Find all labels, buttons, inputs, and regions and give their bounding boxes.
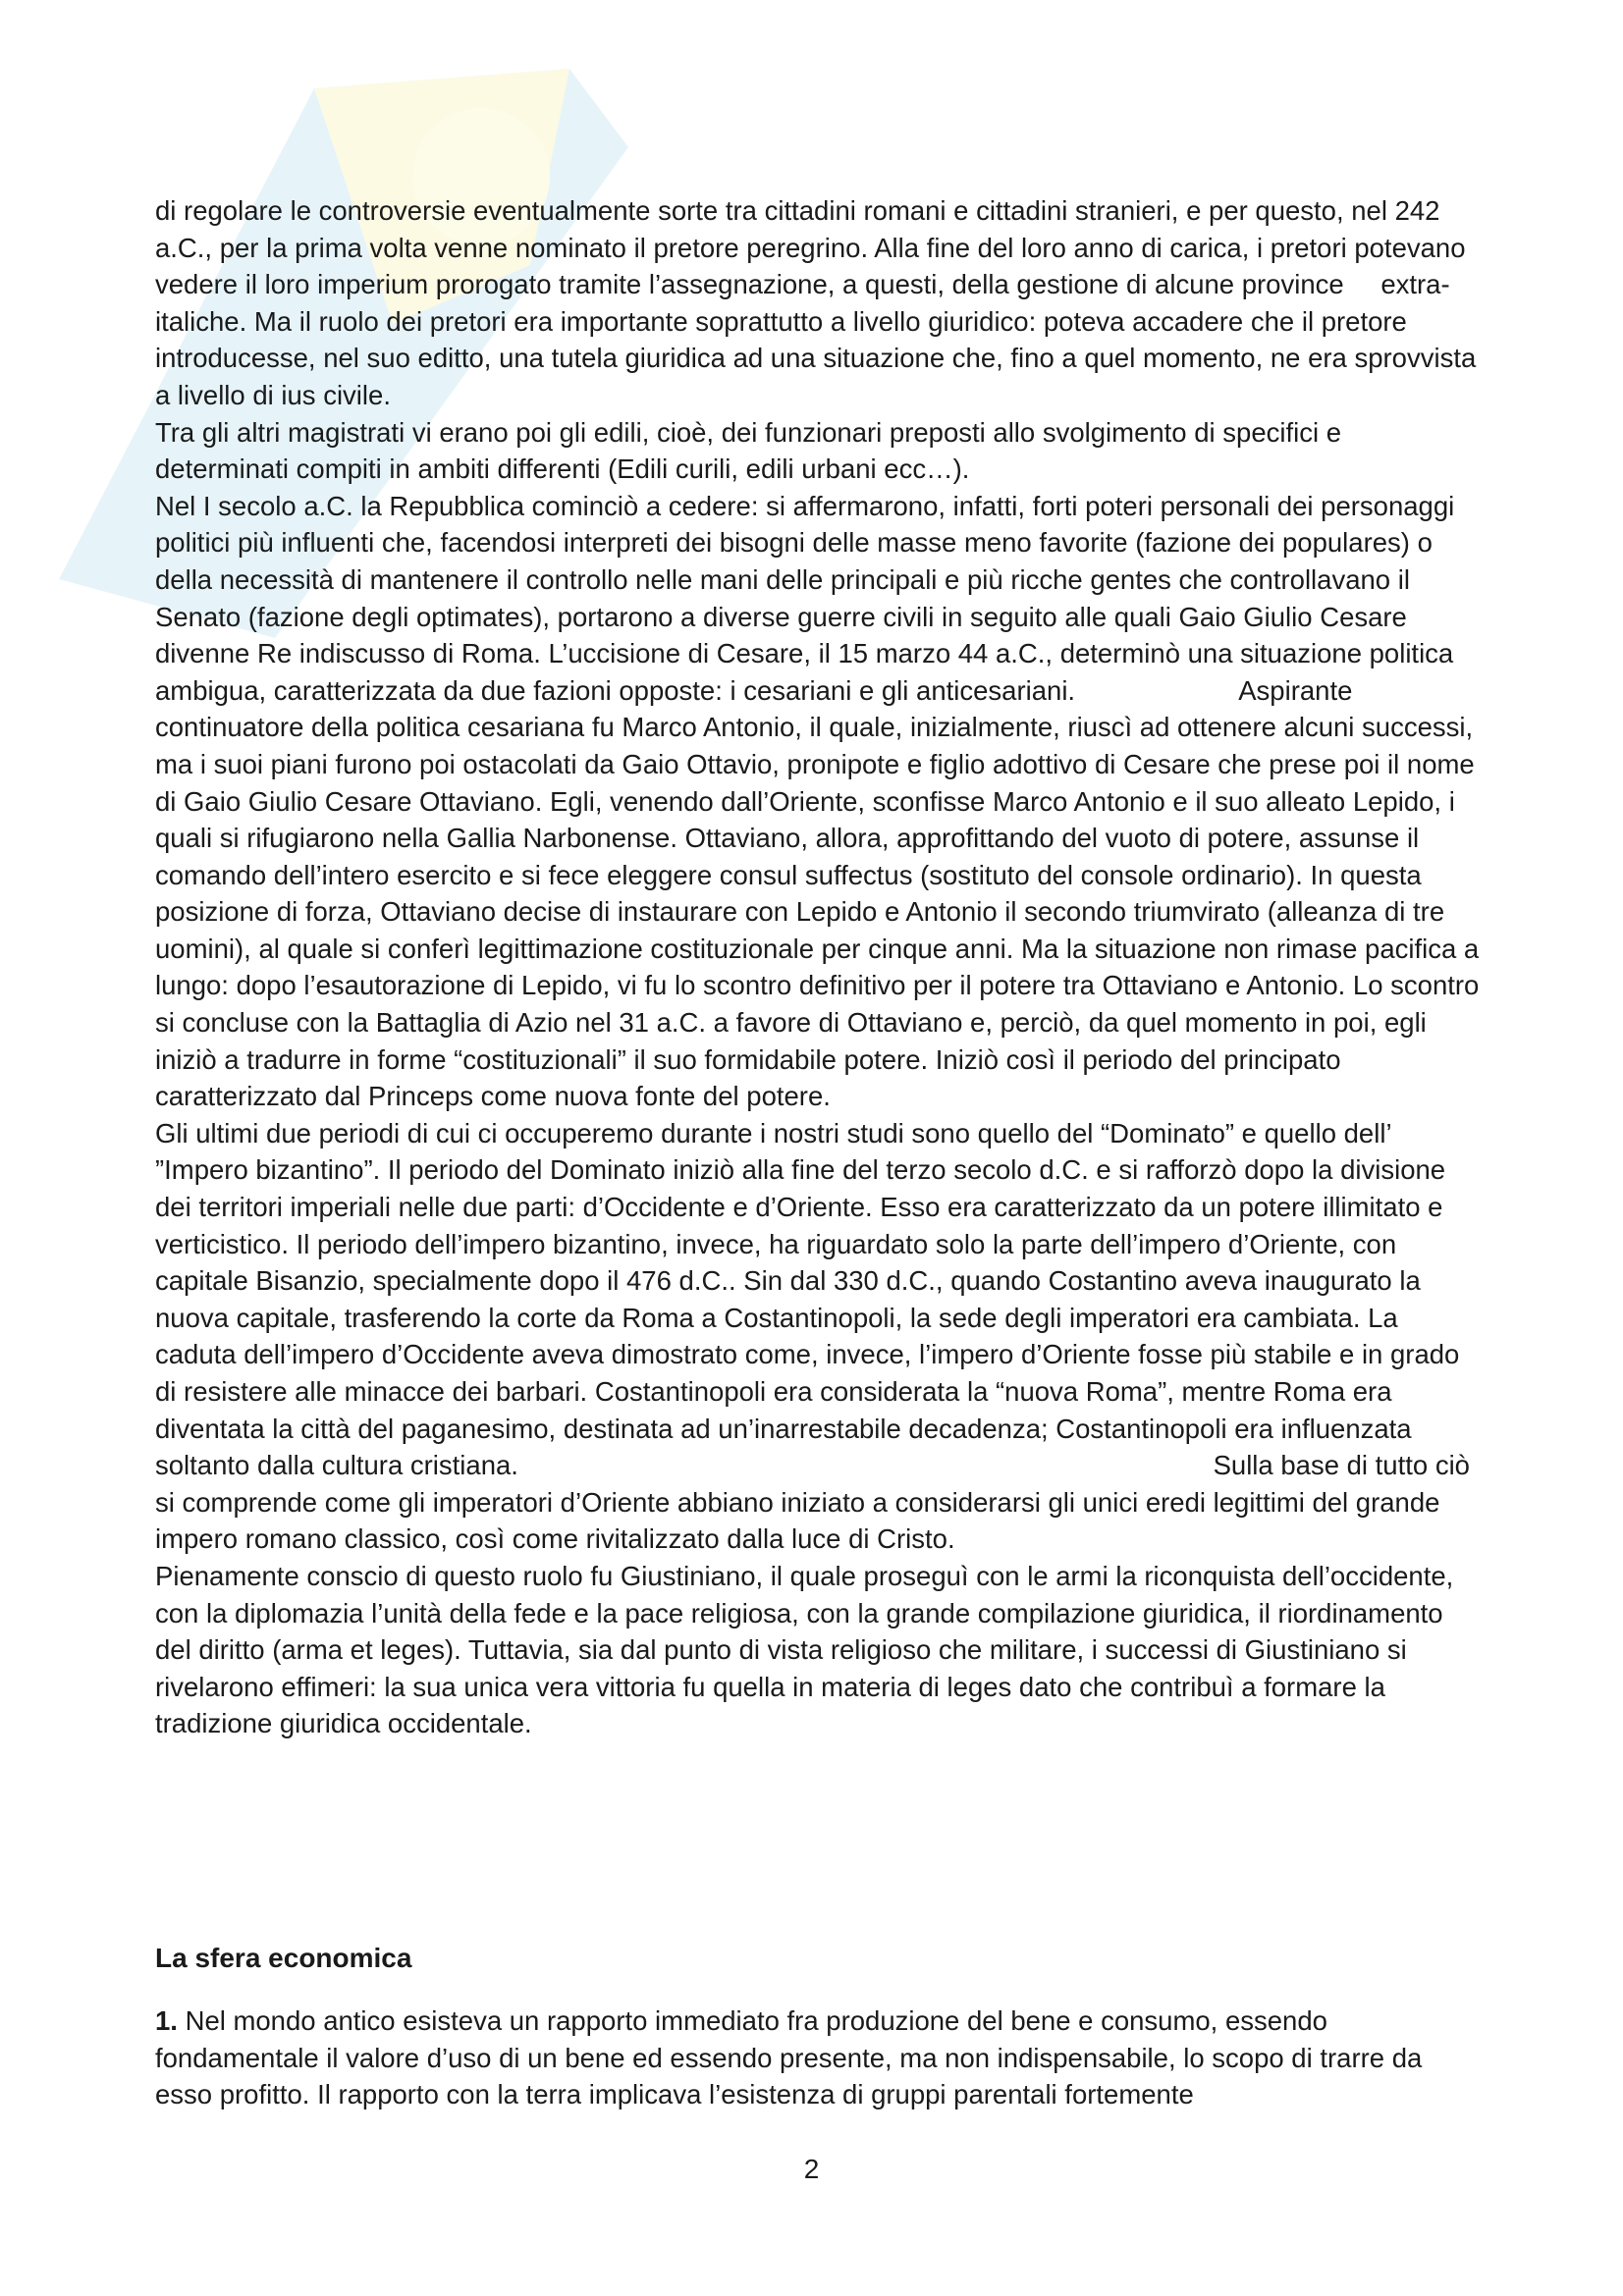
section-paragraph: 1. Nel mondo antico esisteva un rapporto immediato fra produzione del bene e consumo, essendo fondamentale il valore d’uso di un bene ed essendo presente, ma non indispensabile, lo scopo di trarre da esso profitto. Il rapporto con la terra implicava l’esistenza di gruppi parentali fortemente	[155, 2005, 1423, 2110]
section-number: 1.	[155, 2005, 178, 2036]
paragraph: Tra gli altri magistrati vi erano poi gli edili, cioè, dei funzionari preposti allo svolgimento di specifici e determinati compiti in ambiti differenti (Edili curili, edili urbani ecc…).	[155, 416, 1342, 485]
section-heading: La sfera economica	[155, 1943, 412, 1973]
paragraph: Pienamente conscio di questo ruolo fu Giustiniano, il quale proseguì con le armi la riconquista dell’occidente, con la diplomazia l’unità della fede e la pace religiosa, con la grande compilazione giuridica, il riordinamento del diritto (arma et leges). Tuttavia, sia dal punto di vista religioso che militare, i successi di Giustiniano si rivelarono effimeri: la sua unica vera vittoria fu quella in materia di leges dato che contribuì a formare la tradizione giuridica occidentale.	[155, 1560, 1454, 1739]
paragraph: Gli ultimi due periodi di cui ci occuperemo durante i nostri studi sono quello del “Dominato” e quello dell’ ”Impero bizantino”. Il periodo del Dominato iniziò alla fine del terzo secolo d.C. e si rafforzò dopo la divisione dei territori imperiali nelle due parti: d’Occidente e d’Oriente. Esso era caratterizzato da un potere illimitato e verticistico. Il periodo dell’impero bizantino, invece, ha riguardato solo la parte dell’impero d’Oriente, con capitale Bisanzio, specialmente dopo il 476 d.C.. Sin dal 330 d.C., quando Costantino aveva inaugurato la nuova capitale, trasferendo la corte da Roma a Costantinopoli, la sede degli imperatori era cambiata. La caduta dell’impero d’Occidente aveva dimostrato come, invece, l’impero d’Oriente fosse più stabile e in grado di resistere alle minacce dei barbari. Costantinopoli era considerata la “nuova Roma”, mentre Roma era diventata la città del paganesimo, destinata ad un’inarrestabile decadenza; Costantinopoli era influenzata soltanto dalla cultura cristiana. Sulla base di tutto ciò si comprende come gli imperatori d’Oriente abbiano iniziato a considerarsi gli unici eredi legittimi del grande impero romano classico, così come rivitalizzato dalla luce di Cristo.	[155, 1117, 1470, 1555]
paragraph: Nel I secolo a.C. la Repubblica cominciò a cedere: si affermarono, infatti, forti poteri personali dei personaggi politici più influenti che, facendosi interpreti dei bisogni delle masse meno favorite (fazione dei populares) o della necessità di mantenere il controllo nelle mani delle principali e più ricche gentes che controllavano il Senato (fazione degli optimates), portarono a diverse guerre civili in seguito alle quali Gaio Giulio Cesare divenne Re indiscusso di Roma. L’uccisione di Cesare, il 15 marzo 44 a.C., determinò una situazione politica ambigua, caratterizzata da due fazioni opposte: i cesariani e gli anticesariani. Aspirante continuatore della politica cesariana fu Marco Antonio, il quale, inizialmente, riuscì ad ottenere alcuni successi, ma i suoi piani furono poi ostacolati da Gaio Ottavio, pronipote e figlio adottivo di Cesare che prese poi il nome di Gaio Giulio Cesare Ottaviano. Egli, venendo dall’Oriente, sconfisse Marco Antonio e il suo alleato Lepido, i quali si rifugiarono nella Gallia Narbonense. Ottaviano, allora, approfittando del vuoto di potere, assunse il comando dell’intero esercito e si fece eleggere consul suffectus (sostituto del console ordinario). In questa posizione di forza, Ottaviano decise di instaurare con Lepido e Antonio il secondo triumvirato (alleanza di tre uomini), al quale si conferì legittimazione costituzionale per cinque anni. Ma la situazione non rimase pacifica a lungo: dopo l’esautorazione di Lepido, vi fu lo scontro definitivo per il potere tra Ottaviano e Antonio. Lo scontro si concluse con la Battaglia di Azio nel 31 a.C. a favore di Ottaviano e, perciò, da quel momento in poi, egli iniziò a tradurre in forme “costituzionali” il suo formidabile potere. Iniziò così il periodo del principato caratterizzato dal Princeps come nuova fonte del potere.	[155, 490, 1480, 1112]
body-text	[155, 192, 1481, 1742]
paragraph: di regolare le controversie eventualmente sorte tra cittadini romani e cittadini stranieri, e per questo, nel 242 a.C., per la prima volta venne nominato il pretore peregrino. Alla fine del loro anno di carica, i pretori potevano vedere il loro imperium prorogato tramite l’assegnazione, a questi, della gestione di alcune province extra-italiche. Ma il ruolo dei pretori era importante soprattutto a livello giuridico: poteva accadere che il pretore introducesse, nel suo editto, una tutela giuridica ad una situazione che, fino a quel momento, ne era sprovvista a livello di ius civile.	[155, 195, 1477, 410]
page-number: 2	[803, 2154, 820, 2184]
